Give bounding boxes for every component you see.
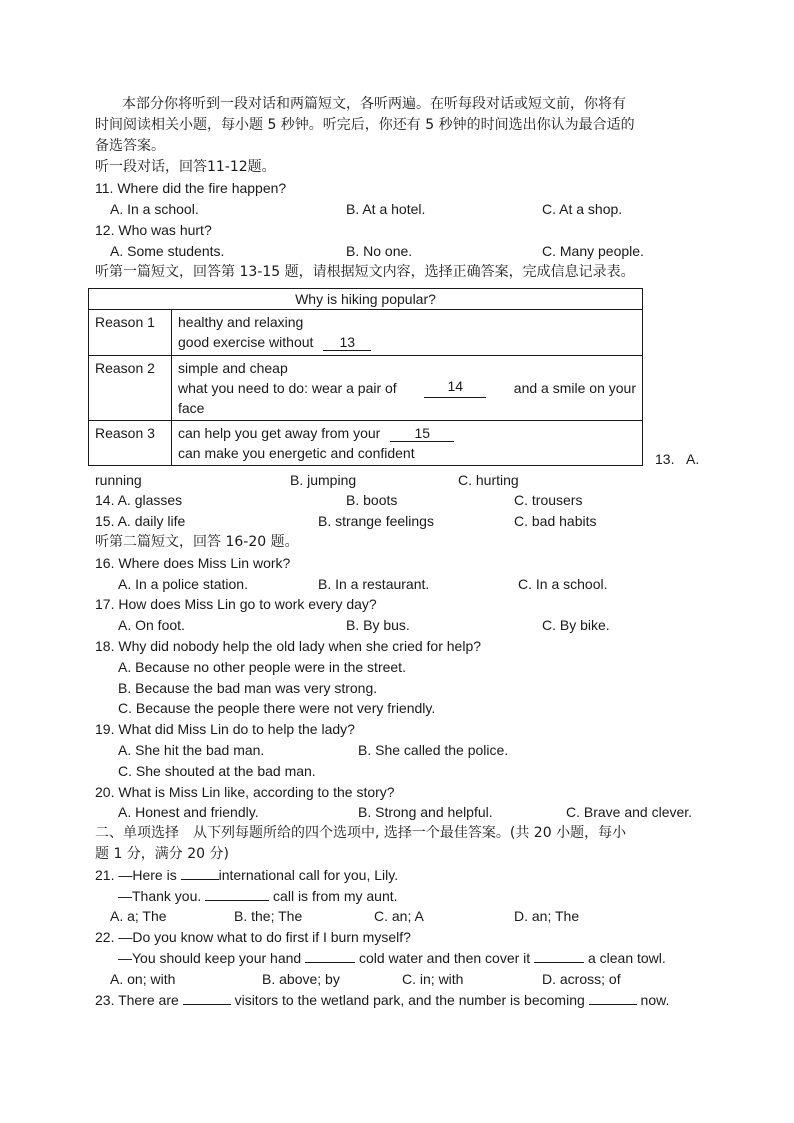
- q21-question: 21. —Here is international call for you, Lily.: [95, 867, 399, 883]
- reason-1-line-1: healthy and relaxing: [178, 314, 304, 330]
- q13-option-a-letter: A.: [686, 451, 700, 467]
- hiking-info-table: [88, 288, 643, 466]
- q15-option-a: 15. A. daily life: [95, 513, 186, 529]
- blank-13: 13: [323, 334, 371, 351]
- reason-1-line-2: good exercise without 13: [178, 332, 636, 352]
- q13-option-c: C. hurting: [458, 472, 519, 488]
- intro-line-2: 时间阅读相关小题，每小题 5 秒钟。听完后，你还有 5 秒钟的时间选出你认为最合适的: [95, 117, 635, 133]
- q17-option-b: B. By bus.: [346, 617, 410, 633]
- table-title: Why is hiking popular?: [89, 289, 643, 310]
- reason-3-content: [172, 421, 643, 466]
- q21-option-c: C. an; A: [374, 908, 424, 924]
- q12-option-c: C. Many people.: [542, 243, 644, 259]
- section2-line-1: 二、单项选择 从下列每题所给的四个选项中, 选择一个最佳答案。(共 20 小题，每小: [95, 825, 627, 841]
- q11-option-a: A. In a school.: [110, 201, 199, 217]
- q14-option-c: C. trousers: [514, 492, 583, 508]
- q21-option-d: D. an; The: [514, 908, 580, 924]
- q21-blank-2: [205, 900, 269, 901]
- q17-option-a: A. On foot.: [118, 617, 185, 633]
- q12-question: 12. Who was hurt?: [95, 222, 212, 238]
- q12-option-a: A. Some students.: [110, 243, 225, 259]
- q18-question: 18. Why did nobody help the old lady when she cried for help?: [95, 638, 482, 654]
- passage2-header: 听第二篇短文，回答 16-20 题。: [95, 534, 299, 550]
- reason-1-content: [172, 310, 643, 356]
- q23-blank-1: [183, 1004, 231, 1005]
- q22-question: 22. —Do you know what to do first if I burn myself?: [95, 929, 411, 945]
- reason-3-line-1: can help you get away from your 15: [178, 423, 636, 443]
- q14-option-a: 14. A. glasses: [95, 492, 183, 508]
- reason-2-content: [172, 356, 643, 421]
- q22-option-d: D. across; of: [542, 971, 621, 987]
- q20-option-c: C. Brave and clever.: [566, 804, 693, 820]
- q13-option-a: running: [95, 472, 142, 488]
- q19-option-a: A. She hit the bad man.: [118, 742, 265, 758]
- q21-response: —Thank you. call is from my aunt.: [118, 888, 398, 904]
- reason-2-label: Reason 2: [89, 356, 172, 421]
- q21-option-b: B. the; The: [234, 908, 303, 924]
- q22-option-b: B. above; by: [262, 971, 340, 987]
- reason-3-label: Reason 3: [89, 421, 172, 466]
- passage1-header: 听第一篇短文，回答第 13-15 题，请根据短文内容，选择正确答案，完成信息记录表。: [95, 264, 635, 280]
- q20-option-b: B. Strong and helpful.: [358, 804, 493, 820]
- reason-1-label: Reason 1: [89, 310, 172, 356]
- q11-option-b: B. At a hotel.: [346, 201, 426, 217]
- q18-option-c: C. Because the people there were not very friendly.: [118, 700, 436, 716]
- q11-option-c: C. At a shop.: [542, 201, 623, 217]
- q16-question: 16. Where does Miss Lin work?: [95, 555, 291, 571]
- q13-number: 13.: [655, 451, 675, 467]
- section2-line-2: 题 1 分，满分 20 分): [95, 846, 229, 862]
- q19-option-b: B. She called the police.: [358, 742, 509, 758]
- intro-line-3: 备选答案。: [95, 138, 165, 154]
- q23-blank-2: [589, 1004, 637, 1005]
- q23-question: 23. There are visitors to the wetland park, and the number is becoming now.: [95, 992, 670, 1008]
- q20-question: 20. What is Miss Lin like, according to the story?: [95, 784, 395, 800]
- q21-option-a: A. a; The: [110, 908, 167, 924]
- q16-option-b: B. In a restaurant.: [318, 576, 430, 592]
- q16-option-c: C. In a school.: [518, 576, 608, 592]
- q19-question: 19. What did Miss Lin do to help the lady?: [95, 721, 355, 737]
- intro-line-1: 本部分你将听到一段对话和两篇短文，各听两遍。在听每段对话或短文前，你将有: [122, 96, 626, 112]
- q14-option-b: B. boots: [346, 492, 398, 508]
- q22-blank-1: [305, 962, 355, 963]
- q22-option-c: C. in; with: [402, 971, 464, 987]
- q13-option-b: B. jumping: [290, 472, 357, 488]
- q22-blank-2: [534, 962, 584, 963]
- reason-2-line-2: what you need to do: wear a pair of 14 and a smile on your: [178, 378, 636, 396]
- blank-15: 15: [390, 425, 454, 442]
- q15-option-b: B. strange feelings: [318, 513, 434, 529]
- q12-option-b: B. No one.: [346, 243, 413, 259]
- q15-option-c: C. bad habits: [514, 513, 597, 529]
- q11-question: 11. Where did the fire happen?: [95, 180, 287, 196]
- reason-2-line-1: simple and cheap: [178, 360, 288, 376]
- q17-question: 17. How does Miss Lin go to work every day?: [95, 596, 377, 612]
- q17-option-c: C. By bike.: [542, 617, 610, 633]
- dialog-header: 听一段对话，回答11-12题。: [95, 159, 276, 175]
- reason-2-line-3: face: [178, 400, 205, 416]
- q18-option-a: A. Because no other people were in the street.: [118, 659, 406, 675]
- reason-3-line-2: can make you energetic and confident: [178, 445, 415, 461]
- q22-option-a: A. on; with: [110, 971, 176, 987]
- q21-blank-1: [181, 879, 219, 880]
- q22-response: —You should keep your hand cold water and then cover it a clean towl.: [118, 950, 666, 966]
- blank-14: 14: [424, 378, 486, 398]
- q18-option-b: B. Because the bad man was very strong.: [118, 680, 378, 696]
- q16-option-a: A. In a police station.: [118, 576, 248, 592]
- q19-option-c: C. She shouted at the bad man.: [118, 763, 316, 779]
- q20-option-a: A. Honest and friendly.: [118, 804, 259, 820]
